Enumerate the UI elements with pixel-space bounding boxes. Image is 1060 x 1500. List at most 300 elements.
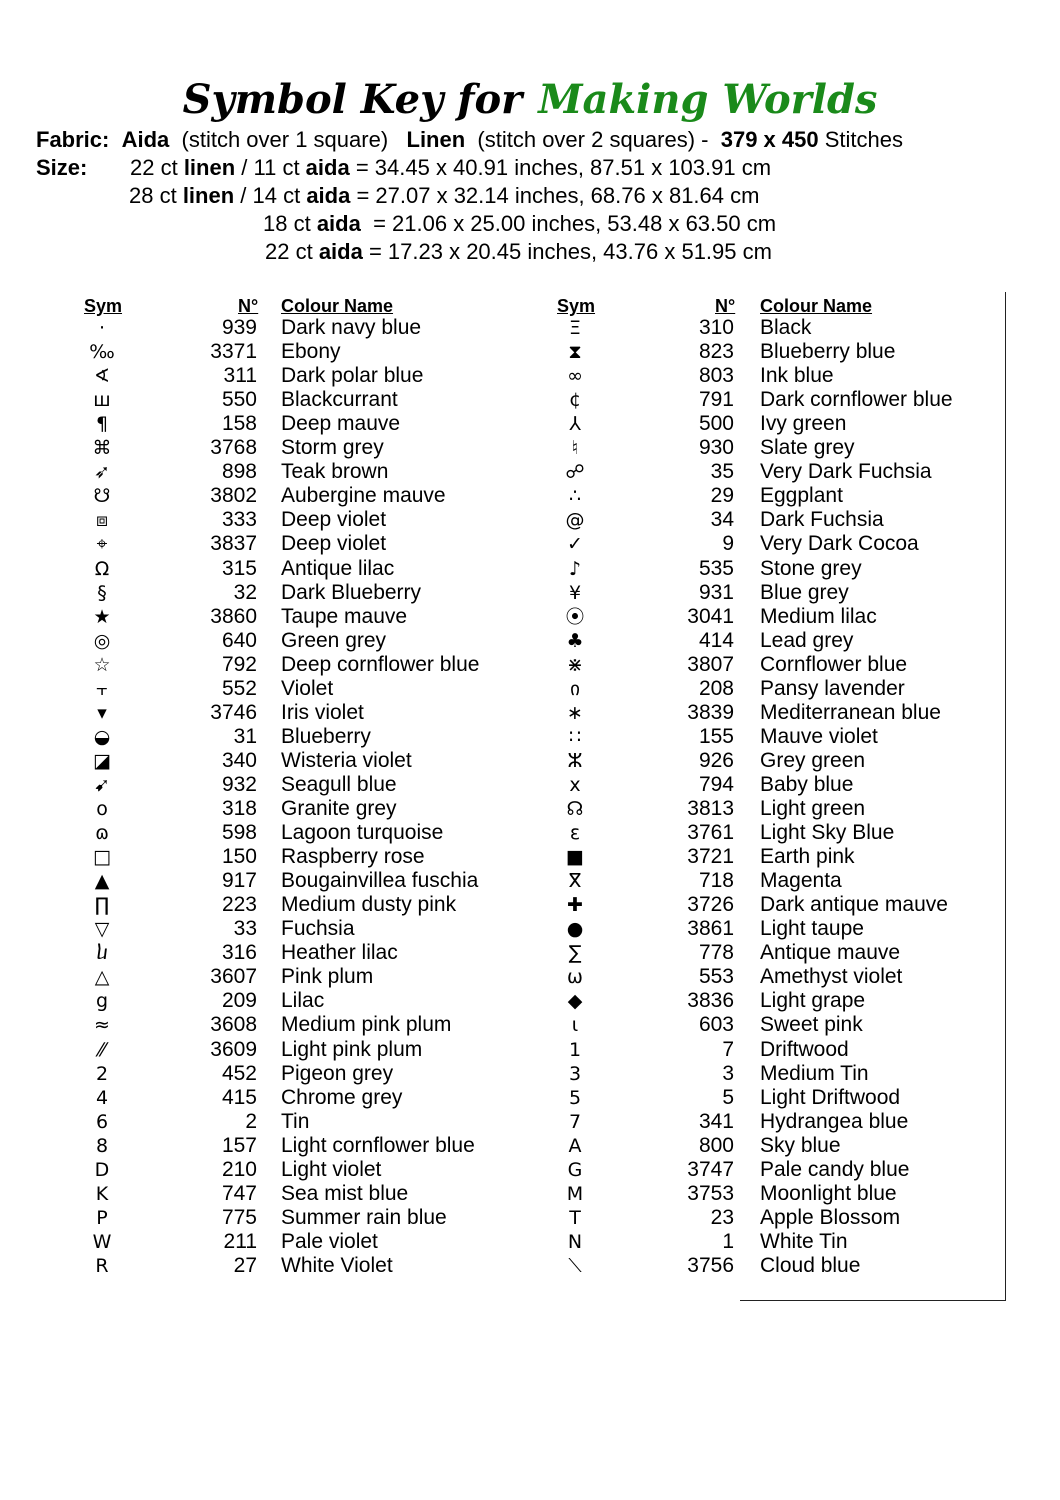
colour-name: Light pink plum bbox=[281, 1037, 423, 1061]
floss-number: 800 bbox=[698, 1133, 734, 1157]
colour-name: Stone grey bbox=[760, 556, 862, 580]
floss-number: 930 bbox=[698, 436, 734, 460]
symbol-glyph: ⌖ bbox=[96, 533, 108, 556]
symbol-glyph: x bbox=[569, 773, 581, 796]
floss-number: 926 bbox=[698, 748, 734, 772]
floss-number: 3813 bbox=[687, 797, 734, 820]
floss-number: 29 bbox=[710, 484, 734, 508]
symbol-glyph: ⌘ bbox=[92, 437, 112, 460]
floss-number: 34 bbox=[710, 508, 734, 532]
colour-name: Blue grey bbox=[760, 580, 849, 604]
list-item bbox=[0, 869, 1000, 893]
floss-number: 316 bbox=[221, 941, 257, 965]
floss-number: 792 bbox=[221, 652, 257, 676]
list-item bbox=[0, 581, 1000, 605]
colour-name: Earth pink bbox=[760, 845, 855, 869]
colour-name: Cloud blue bbox=[760, 1253, 861, 1277]
colour-name: Light grape bbox=[760, 989, 866, 1013]
symbol-glyph: ∗ bbox=[567, 701, 583, 724]
floss-number: 3839 bbox=[687, 700, 734, 724]
symbol-glyph: ☋ bbox=[93, 485, 111, 508]
colour-name: Amethyst violet bbox=[760, 965, 903, 989]
colour-name: Dark polar blue bbox=[281, 364, 424, 388]
fabric-aida: Aida bbox=[121, 127, 170, 152]
floss-number: 157 bbox=[221, 1133, 257, 1157]
symbol-glyph: ∑ bbox=[568, 942, 582, 965]
symbol-glyph: ♪ bbox=[568, 557, 582, 580]
floss-number: 3807 bbox=[687, 652, 734, 676]
symbol-glyph: o bbox=[96, 798, 108, 820]
symbol-glyph: · bbox=[98, 317, 106, 339]
colour-name: Pale candy blue bbox=[760, 1157, 910, 1181]
floss-number: 210 bbox=[221, 1157, 257, 1181]
floss-number: 35 bbox=[710, 460, 734, 484]
floss-number: 3041 bbox=[687, 604, 734, 628]
colour-name: Slate grey bbox=[760, 436, 855, 460]
symbol-glyph: ▲ bbox=[94, 870, 110, 893]
colour-name: Wisteria violet bbox=[281, 748, 412, 772]
size-label: Size: bbox=[36, 155, 88, 180]
symbol-glyph: ɷ bbox=[95, 822, 109, 845]
colour-name: Moonlight blue bbox=[760, 1181, 897, 1205]
floss-number: 640 bbox=[221, 628, 257, 652]
floss-number: 3802 bbox=[210, 484, 257, 508]
size-line: 28 ct linen / 14 ct aida = 27.07 x 32.14 inches, 68.76 x 81.64 cm bbox=[129, 183, 760, 208]
title-prefix: Symbol Key for bbox=[182, 76, 523, 123]
symbol-glyph: ➹ bbox=[94, 773, 110, 796]
floss-number: 3726 bbox=[687, 893, 734, 917]
colour-name: Fuchsia bbox=[281, 917, 355, 941]
colour-name: Grey green bbox=[760, 748, 866, 772]
floss-number: 452 bbox=[221, 1061, 257, 1085]
floss-number: 3609 bbox=[210, 1037, 257, 1061]
floss-number: 7 bbox=[722, 1037, 734, 1061]
floss-number: 1 bbox=[722, 1229, 734, 1253]
colour-name: Pale violet bbox=[281, 1229, 378, 1253]
list-item bbox=[0, 917, 1000, 941]
list-item bbox=[0, 412, 1000, 436]
symbol-glyph: ■ bbox=[566, 846, 584, 869]
floss-number: 939 bbox=[221, 316, 257, 339]
stitches-label: Stitches bbox=[824, 127, 903, 152]
colour-name: Sky blue bbox=[760, 1133, 841, 1157]
colour-name: Light taupe bbox=[760, 917, 864, 941]
floss-number: 917 bbox=[221, 869, 257, 893]
colour-name: Violet bbox=[281, 676, 334, 700]
colour-name: Light Sky Blue bbox=[760, 821, 895, 845]
list-item bbox=[0, 1206, 1000, 1230]
symbol-glyph: 7 bbox=[568, 1110, 582, 1133]
colour-name: Cornflower blue bbox=[760, 652, 908, 676]
colour-name: Iris violet bbox=[281, 700, 364, 724]
symbol-glyph: ⵣ bbox=[567, 749, 583, 772]
number-header: N° bbox=[238, 296, 259, 316]
symbol-glyph: ⴑ bbox=[96, 942, 108, 965]
colour-name: Deep violet bbox=[281, 508, 387, 532]
list-item bbox=[0, 605, 1000, 629]
symbol-glyph: 5 bbox=[568, 1086, 582, 1109]
colour-name: Pink plum bbox=[281, 965, 374, 989]
floss-number: 932 bbox=[221, 772, 257, 796]
symbol-glyph: 4 bbox=[95, 1086, 109, 1109]
floss-number: 535 bbox=[698, 556, 734, 580]
list-item bbox=[0, 364, 1000, 388]
colour-name: Dark Blueberry bbox=[281, 580, 422, 604]
list-item bbox=[0, 436, 1000, 460]
floss-number: 550 bbox=[221, 388, 257, 412]
list-item bbox=[0, 797, 1000, 821]
floss-number: 718 bbox=[698, 869, 734, 893]
list-item bbox=[0, 1254, 1000, 1278]
symbol-glyph: ⴳ bbox=[568, 870, 582, 893]
size-line: 18 ct aida = 21.06 x 25.00 inches, 53.48 x 63.50 cm bbox=[263, 211, 777, 236]
floss-number: 27 bbox=[233, 1253, 257, 1277]
page-title bbox=[0, 70, 1060, 130]
floss-number: 552 bbox=[221, 676, 257, 700]
colour-name: Medium dusty pink bbox=[281, 893, 457, 917]
colour-name: Blueberry blue bbox=[760, 340, 896, 364]
list-item bbox=[0, 340, 1000, 364]
symbol-glyph: M bbox=[566, 1182, 584, 1205]
colour-name: Antique lilac bbox=[281, 556, 395, 580]
colour-name: Teak brown bbox=[281, 460, 389, 484]
symbol-glyph: 6 bbox=[95, 1110, 109, 1133]
list-item bbox=[0, 388, 1000, 412]
floss-number: 553 bbox=[698, 965, 734, 989]
floss-number: 791 bbox=[698, 388, 734, 412]
symbol-glyph: ☍ bbox=[565, 461, 585, 484]
list-item bbox=[0, 677, 1000, 701]
colour-name: Black bbox=[760, 316, 812, 339]
floss-number: 3756 bbox=[687, 1253, 734, 1277]
colour-name: Magenta bbox=[760, 869, 842, 893]
floss-number: 3747 bbox=[687, 1157, 734, 1181]
colour-name: Light green bbox=[760, 797, 866, 820]
list-item bbox=[0, 1038, 1000, 1062]
floss-number: 209 bbox=[221, 989, 257, 1013]
list-item bbox=[0, 773, 1000, 797]
symbol-glyph: ∴ bbox=[568, 485, 582, 508]
colour-name: Dark antique mauve bbox=[760, 893, 948, 917]
symbol-glyph: ∏ bbox=[94, 894, 110, 917]
symbol-glyph: ¢ bbox=[568, 389, 582, 412]
symbol-glyph: ш bbox=[93, 389, 111, 412]
floss-number: 311 bbox=[223, 364, 257, 388]
colour-name: Dark Fuchsia bbox=[760, 508, 884, 532]
floss-number: 3371 bbox=[210, 340, 257, 364]
colour-name: Mauve violet bbox=[760, 724, 878, 748]
colour-name: Summer rain blue bbox=[281, 1205, 447, 1229]
colour-name: Sea mist blue bbox=[281, 1181, 409, 1205]
list-item bbox=[0, 532, 1000, 556]
symbol-glyph: T bbox=[569, 1206, 581, 1229]
fabric-label: Fabric: bbox=[36, 127, 110, 152]
fabric-line bbox=[36, 126, 903, 154]
symbol-glyph: Ξ bbox=[568, 317, 581, 339]
colour-name: Pansy lavender bbox=[760, 676, 905, 700]
list-item bbox=[0, 1158, 1000, 1182]
colour-name: Taupe mauve bbox=[281, 604, 408, 628]
floss-number: 318 bbox=[221, 797, 257, 820]
list-item bbox=[0, 629, 1000, 653]
table-border-bottom bbox=[740, 1300, 1006, 1301]
colour-name: Deep mauve bbox=[281, 412, 401, 436]
floss-number: 3746 bbox=[210, 700, 257, 724]
colour-name: Green grey bbox=[281, 628, 387, 652]
colour-name: Antique mauve bbox=[760, 941, 901, 965]
colour-name: Pigeon grey bbox=[281, 1061, 394, 1085]
floss-number: 9 bbox=[722, 532, 734, 556]
colour-name: Hydrangea blue bbox=[760, 1109, 909, 1133]
floss-number: 3836 bbox=[687, 989, 734, 1013]
size-line: 22 ct linen / 11 ct aida = 34.45 x 40.91 inches, 87.51 x 103.91 cm bbox=[130, 155, 772, 180]
floss-number: 3761 bbox=[687, 821, 734, 845]
floss-number: 803 bbox=[698, 364, 734, 388]
floss-number: 500 bbox=[698, 412, 734, 436]
floss-number: 3753 bbox=[687, 1181, 734, 1205]
list-item bbox=[0, 508, 1000, 532]
list-item bbox=[0, 1062, 1000, 1086]
colour-name: Light cornflower blue bbox=[281, 1133, 475, 1157]
fabric-aida-note: (stitch over 1 square) bbox=[181, 127, 389, 152]
colour-name-header: Colour Name bbox=[760, 296, 873, 316]
colour-name: White Violet bbox=[281, 1253, 393, 1277]
list-item bbox=[0, 941, 1000, 965]
symbol-glyph: K bbox=[95, 1182, 109, 1205]
symbol-glyph: ⋇ bbox=[567, 653, 583, 676]
floss-number: 310 bbox=[698, 316, 734, 339]
symbol-glyph: @ bbox=[565, 509, 585, 532]
colour-name: Light violet bbox=[281, 1157, 382, 1181]
colour-name: Deep violet bbox=[281, 532, 387, 556]
colour-name: Heather lilac bbox=[281, 941, 398, 965]
list-item bbox=[0, 989, 1000, 1013]
fabric-linen-note: (stitch over 2 squares) - bbox=[477, 127, 709, 152]
colour-name: Apple Blossom bbox=[760, 1205, 901, 1229]
colour-name: Lagoon turquoise bbox=[281, 821, 444, 845]
symbol-glyph: ⁄⁄ bbox=[98, 1038, 106, 1061]
list-item bbox=[0, 725, 1000, 749]
colour-name: Light Driftwood bbox=[760, 1085, 901, 1109]
floss-number: 341 bbox=[698, 1109, 734, 1133]
sym-header: Sym bbox=[84, 296, 123, 316]
stitch-dimensions: 379 x 450 bbox=[720, 127, 819, 152]
floss-number: 775 bbox=[221, 1205, 257, 1229]
symbol-glyph: ✚ bbox=[567, 894, 583, 917]
floss-number: 211 bbox=[223, 1229, 257, 1253]
floss-number: 415 bbox=[221, 1085, 257, 1109]
list-item bbox=[0, 460, 1000, 484]
symbol-glyph: ★ bbox=[93, 605, 111, 628]
symbol-glyph: ▾ bbox=[97, 701, 107, 724]
symbol-glyph: ⅄ bbox=[569, 413, 581, 436]
symbol-glyph: ⧈ bbox=[95, 509, 109, 532]
colour-name: Baby blue bbox=[760, 772, 854, 796]
list-item bbox=[0, 1134, 1000, 1158]
floss-number: 898 bbox=[221, 460, 257, 484]
floss-number: 32 bbox=[233, 580, 257, 604]
colour-name: Granite grey bbox=[281, 797, 397, 820]
floss-number: 150 bbox=[221, 845, 257, 869]
symbol-glyph: D bbox=[94, 1158, 110, 1181]
symbol-glyph: ☆ bbox=[93, 653, 111, 676]
colour-name: Very Dark Fuchsia bbox=[760, 460, 932, 484]
colour-name: Ink blue bbox=[760, 364, 834, 388]
colour-name: Ebony bbox=[281, 340, 341, 364]
symbol-glyph: § bbox=[97, 581, 107, 604]
colour-name: Chrome grey bbox=[281, 1085, 403, 1109]
floss-number: 598 bbox=[221, 821, 257, 845]
sym-header: Sym bbox=[557, 296, 596, 316]
floss-number: 931 bbox=[698, 580, 734, 604]
symbol-glyph: ¶ bbox=[95, 413, 109, 436]
symbol-glyph: 3 bbox=[568, 1062, 582, 1085]
symbol-glyph: ε bbox=[569, 822, 581, 845]
list-item bbox=[0, 893, 1000, 917]
floss-number: 747 bbox=[221, 1181, 257, 1205]
pattern-name: Making Worlds bbox=[538, 76, 878, 123]
symbol-glyph: g bbox=[95, 990, 109, 1013]
colour-name: Mediterranean blue bbox=[760, 700, 941, 724]
list-item bbox=[0, 1182, 1000, 1206]
symbol-glyph: W bbox=[92, 1230, 112, 1253]
symbol-glyph: ⟍ bbox=[568, 1254, 582, 1277]
colour-name: Eggplant bbox=[760, 484, 843, 508]
symbol-glyph: N bbox=[567, 1230, 583, 1253]
table-border-right bbox=[1005, 292, 1006, 1300]
floss-number: 5 bbox=[722, 1085, 734, 1109]
symbol-glyph: ♣ bbox=[566, 629, 584, 652]
floss-number: 31 bbox=[233, 724, 257, 748]
size-line: 22 ct aida = 17.23 x 20.45 inches, 43.76 x 51.95 cm bbox=[265, 239, 772, 264]
floss-number: 33 bbox=[233, 917, 257, 941]
floss-number: 414 bbox=[698, 628, 734, 652]
symbol-glyph: ◆ bbox=[567, 990, 583, 1013]
symbol-glyph: 2 bbox=[95, 1062, 109, 1085]
number-header: N° bbox=[715, 296, 736, 316]
colour-name: Ivy green bbox=[760, 412, 847, 436]
colour-name: Tin bbox=[281, 1109, 310, 1133]
symbol-glyph: ɩ bbox=[571, 1014, 579, 1037]
floss-number: 603 bbox=[698, 1013, 734, 1037]
symbol-glyph: ⫟ bbox=[96, 677, 108, 700]
colour-name: Raspberry rose bbox=[281, 845, 425, 869]
colour-name: Lilac bbox=[281, 989, 325, 1013]
symbol-glyph: △ bbox=[94, 966, 110, 989]
floss-number: 158 bbox=[221, 412, 257, 436]
colour-name: Blackcurrant bbox=[281, 388, 398, 412]
symbol-glyph: ◪ bbox=[93, 749, 111, 772]
colour-name: Lead grey bbox=[760, 628, 854, 652]
colour-name: Seagull blue bbox=[281, 772, 397, 796]
colour-name: Dark navy blue bbox=[281, 316, 422, 339]
floss-number: 223 bbox=[221, 893, 257, 917]
floss-number: 3860 bbox=[210, 604, 257, 628]
list-item bbox=[0, 316, 1000, 340]
floss-number: 208 bbox=[698, 676, 734, 700]
colour-name: Blueberry bbox=[281, 724, 371, 748]
colour-name: Deep cornflower blue bbox=[281, 652, 480, 676]
floss-number: 823 bbox=[698, 340, 734, 364]
list-item bbox=[0, 965, 1000, 989]
floss-number: 794 bbox=[698, 772, 734, 796]
colour-name: Medium Tin bbox=[760, 1061, 869, 1085]
symbol-glyph: ▽ bbox=[94, 918, 110, 941]
symbol-glyph: ◒ bbox=[93, 725, 111, 748]
symbol-glyph: R bbox=[95, 1254, 109, 1277]
floss-number: 340 bbox=[221, 748, 257, 772]
colour-name: White Tin bbox=[760, 1229, 848, 1253]
colour-name: Driftwood bbox=[760, 1037, 849, 1061]
floss-number: 3861 bbox=[687, 917, 734, 941]
floss-number: 778 bbox=[698, 941, 734, 965]
symbol-glyph: ∷ bbox=[568, 725, 582, 748]
symbol-glyph: ¥ bbox=[568, 581, 582, 604]
symbol-glyph: Ω bbox=[94, 557, 110, 580]
list-item bbox=[0, 701, 1000, 725]
colour-name: Sweet pink bbox=[760, 1013, 863, 1037]
colour-name: Medium pink plum bbox=[281, 1013, 452, 1037]
floss-number: 23 bbox=[710, 1205, 734, 1229]
colour-name: Storm grey bbox=[281, 436, 384, 460]
symbol-glyph: 1 bbox=[568, 1038, 582, 1061]
floss-number: 315 bbox=[221, 556, 257, 580]
symbol-glyph: 8 bbox=[95, 1134, 109, 1157]
symbol-glyph: ◎ bbox=[93, 629, 111, 652]
fabric-linen: Linen bbox=[406, 127, 466, 152]
symbol-glyph: ѡ bbox=[567, 966, 583, 989]
colour-name: Aubergine mauve bbox=[281, 484, 446, 508]
floss-number: 3721 bbox=[687, 845, 734, 869]
list-item bbox=[0, 845, 1000, 869]
symbol-glyph: ♮ bbox=[571, 437, 579, 460]
symbol-glyph: ‰ bbox=[89, 341, 115, 364]
list-item bbox=[0, 484, 1000, 508]
colour-name: Medium lilac bbox=[760, 604, 877, 628]
list-item bbox=[0, 653, 1000, 677]
symbol-glyph: ☊ bbox=[566, 798, 584, 820]
floss-number: 3607 bbox=[210, 965, 257, 989]
symbol-glyph: ✓ bbox=[567, 533, 583, 556]
symbol-glyph: ∞ bbox=[567, 365, 583, 388]
list-item bbox=[0, 1013, 1000, 1037]
floss-number: 3768 bbox=[210, 436, 257, 460]
symbol-glyph: ≈ bbox=[94, 1014, 110, 1037]
symbol-glyph: ⧗ bbox=[568, 341, 582, 364]
colour-name: Very Dark Cocoa bbox=[760, 532, 919, 556]
list-item bbox=[0, 557, 1000, 581]
floss-number: 3837 bbox=[210, 532, 257, 556]
list-item bbox=[0, 1110, 1000, 1134]
floss-number: 3608 bbox=[210, 1013, 257, 1037]
symbol-glyph: ∢ bbox=[94, 365, 110, 388]
colour-name: Dark cornflower blue bbox=[760, 388, 953, 412]
symbol-glyph: ი bbox=[570, 677, 580, 700]
floss-number: 2 bbox=[245, 1109, 257, 1133]
symbol-glyph: ⦿ bbox=[565, 605, 585, 628]
floss-number: 333 bbox=[221, 508, 257, 532]
list-item bbox=[0, 749, 1000, 773]
symbol-glyph: G bbox=[567, 1158, 583, 1181]
floss-number: 3 bbox=[722, 1061, 734, 1085]
symbol-glyph: P bbox=[96, 1206, 108, 1229]
colour-name-header: Colour Name bbox=[281, 296, 394, 316]
floss-number: 155 bbox=[698, 724, 734, 748]
colour-name: Bougainvillea fuschia bbox=[281, 869, 479, 893]
list-item bbox=[0, 821, 1000, 845]
symbol-glyph: ● bbox=[566, 918, 584, 941]
list-item bbox=[0, 1086, 1000, 1110]
